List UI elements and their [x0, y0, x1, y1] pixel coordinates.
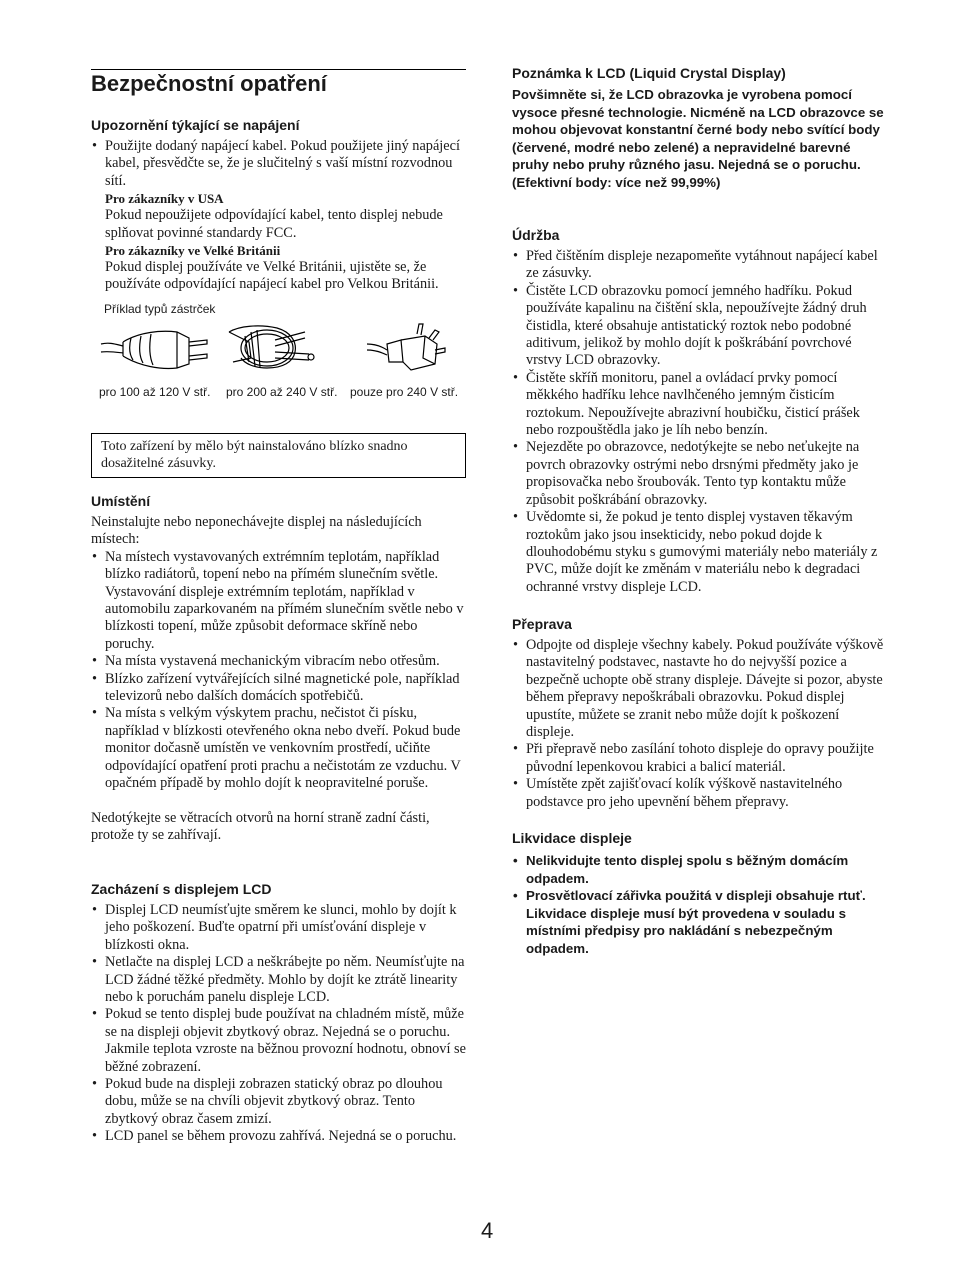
list-item: • Na místech vystavovaných extrémním teplotám, například blízko radiátorů, topení nebo na přímém slunečním světle. Vystavování displeje extrémním teplotám, například v automobilu zaparkovaném na přímém slunečním světle nebo v blízkosti topení, může způsobit deformace skříně nebo poruchy. [91, 549, 466, 653]
plug-label-us: pro 100 až 120 V stř. [99, 385, 211, 399]
disposal-heading: Likvidace displeje [512, 830, 632, 846]
usa-text: Pokud nepoužijete odpovídající kabel, tento displej nebude splňovat povinné standardy FCC. [105, 207, 443, 241]
list-item: • Na místa s velkým výskytem prachu, nečistot či písku, například v blízkosti otevřeného okna nebo dveří. Pokud bude monitor dočasně umístěn ve venkovním prostředí, učiňte odpovídající opatření proti prachu a nečistotám ze vzduchu. V opačném případě by mohlo dojít k neopravitelné poruše. [91, 705, 466, 792]
list-item: • LCD panel se během provozu zahřívá. Nejedná se o poruchu. [91, 1128, 466, 1145]
eu-plug-icon [229, 326, 314, 368]
transport-heading: Přeprava [512, 616, 572, 632]
lcd-handling-section [91, 880, 466, 1146]
placement-intro: Neinstalujte nebo neponechávejte displej na následujících místech: [91, 514, 422, 548]
usa-label: Pro zákazníky v USA [105, 191, 224, 207]
uk-label: Pro zákazníky ve Velké Británii [105, 243, 281, 259]
list-item: • Použijte dodaný napájecí kabel. Pokud použijete jiný napájecí kabel, přesvědčte se, že je slučitelný s vaší místní rozvodnou sítí. [91, 138, 466, 190]
list-item: • Pokud se tento displej bude používat na chladném místě, může se na displeji objevit zbytkový obraz. Nejedná se o poruchu. Jakmile teplota vzroste na běžnou provozní hodnotu, obnoví se běžné zobrazení. [91, 1006, 466, 1076]
maintenance-heading: Údržba [512, 227, 560, 243]
placement-heading: Umístění [91, 493, 151, 509]
transport-list [512, 637, 888, 811]
uk-text: Pokud displej používáte ve Velké Británii, ujistěte se, že používáte odpovídající napájecí kabel pro Velkou Británii. [105, 259, 439, 293]
placement-outro: Nedotýkejte se větracích otvorů na horní straně zadní části, protože ty se zahřívají. [91, 809, 430, 843]
list-item: • Netlačte na displej LCD a neškrábejte po něm. Neumísťujte na LCD žádné těžké předměty. Mohlo by dojít ke ztrátě linearity nebo k poruchám panelu displeje LCD. [91, 954, 466, 1006]
list-item: • Čistěte skříň monitoru, panel a ovládací prvky pomocí měkkého hadříku lehce navlhčeného jemným čisticím roztokum. Nepoužívejte abrazivní houbičku, čisticí prášek nebo rozpouštědla jako je líh nebo benzín. [512, 370, 888, 440]
plug-illustrations [99, 322, 464, 378]
power-list [91, 138, 466, 190]
uk-plug-icon [367, 324, 445, 370]
disposal-section [512, 829, 888, 958]
lcd-handling-list [91, 902, 466, 1146]
list-item: • Prosvětlovací zářivka použitá v displeji obsahuje rtuť. Likvidace displeje musí být provedena v souladu s místními předpisy pro nakládání s nebezpečným odpadem. [512, 887, 888, 957]
list-item: • Na místa vystavená mechanickým vibracím nebo otřesům. [91, 653, 466, 670]
install-notice-box: Toto zařízení by mělo být nainstalováno blízko snadno dosažitelné zásuvky. [91, 433, 466, 478]
lcd-note-section [512, 64, 888, 192]
list-item: • Před čištěním displeje nezapomeňte vytáhnout napájecí kabel ze zásuvky. [512, 248, 888, 283]
maintenance-list [512, 248, 888, 596]
plug-caption: Příklad typů zástrček [104, 302, 216, 316]
list-item: • Při přepravě nebo zasílání tohoto displeje do opravy použijte původní lepenkovou krabici a balicí materiál. [512, 741, 888, 776]
lcd-handling-heading: Zacházení s displejem LCD [91, 881, 272, 897]
lcd-note-heading: Poznámka k LCD (Liquid Crystal Display) [512, 65, 786, 81]
list-item: • Pokud bude na displeji zobrazen statický obraz po dlouhou dobu, může se na chvíli objevit zbytkový obraz. Tento zbytkový obraz časem zmizí. [91, 1076, 466, 1128]
placement-list [91, 549, 466, 793]
list-item: • Blízko zařízení vytvářejících silné magnetické pole, například televizorů nebo dalších domácích spotřebičů. [91, 671, 466, 706]
power-section [91, 116, 466, 294]
transport-section [512, 615, 888, 811]
us-plug-icon [101, 331, 207, 368]
plug-label-uk: pouze pro 240 V stř. [350, 385, 459, 399]
lcd-note-effective: (Efektivní body: více než 99,99%) [512, 174, 721, 190]
page-title: Bezpečnostní opatření [91, 71, 327, 96]
disposal-list [512, 852, 888, 958]
page-number: 4 [481, 1218, 494, 1243]
plug-label-eu: pro 200 až 240 V stř. [226, 385, 338, 399]
list-item: • Umístěte zpět zajišťovací kolík výškově nastavitelného podstavce pro jeho upevnění během přepravy. [512, 776, 888, 811]
maintenance-section [512, 226, 888, 596]
list-item: • Displej LCD neumísťujte směrem ke slunci, mohlo by dojít k jeho poškození. Buďte opatrní při umísťování displeje v blízkosti okna. [91, 902, 466, 954]
list-item: • Uvědomte si, že pokud je tento displej vystaven těkavým roztokům jako jsou insekticidy, nebo pokud dojde k dlouhodobému styku s gumovými materiály nebo materiály z PVC, může dojít ke změnám v materiálu nebo k degradaci ochranné vrstvy displeje LCD. [512, 509, 888, 596]
list-item: • Nelikvidujte tento displej spolu s běžným domácím odpadem. [512, 852, 888, 887]
lcd-note-text: Povšimněte si, že LCD obrazovka je vyrobena pomocí vysoce přesné technologie. Nicméně na LCD obrazovce se mohou objevovat konstantní černé body nebo svítící body (červené, modré nebo zelené) a nepravidelné barevné pruhy nebo pruhy různého jasu. Nejedná se o poruchu. [512, 87, 884, 173]
list-item: • Odpojte od displeje všechny kabely. Pokud používáte výškově nastavitelný podstavec, nastavte ho do nejvyšší pozice a bezpečně uchopte obě strany displeje. Dávejte si pozor, abyste během přepravy nepoškrábali obrazovku. Pokud displej upustíte, můžete se zranit nebo může dojít k poškození displeje. [512, 637, 888, 741]
placement-section [91, 492, 466, 844]
power-heading: Upozornění týkající se napájení [91, 117, 300, 133]
list-item: • Nejezděte po obrazovce, nedotýkejte se nebo neťukejte na povrch obrazovky ostrými nebo drsnými předměty jako je propisovačka nebo šroubovák. Tento typ kontaktu může způsobit poškrábání obrazovky. [512, 439, 888, 509]
list-item: • Čistěte LCD obrazovku pomocí jemného hadříku. Pokud používáte kapalinu na čištění skla, nepoužívejte žádný druh čistidla, které obsahuje antistatický roztok nebo podobné aditivum, jelikož by mohlo dojít k poškrábání povrchové vrstvy LCD obrazovky. [512, 283, 888, 370]
